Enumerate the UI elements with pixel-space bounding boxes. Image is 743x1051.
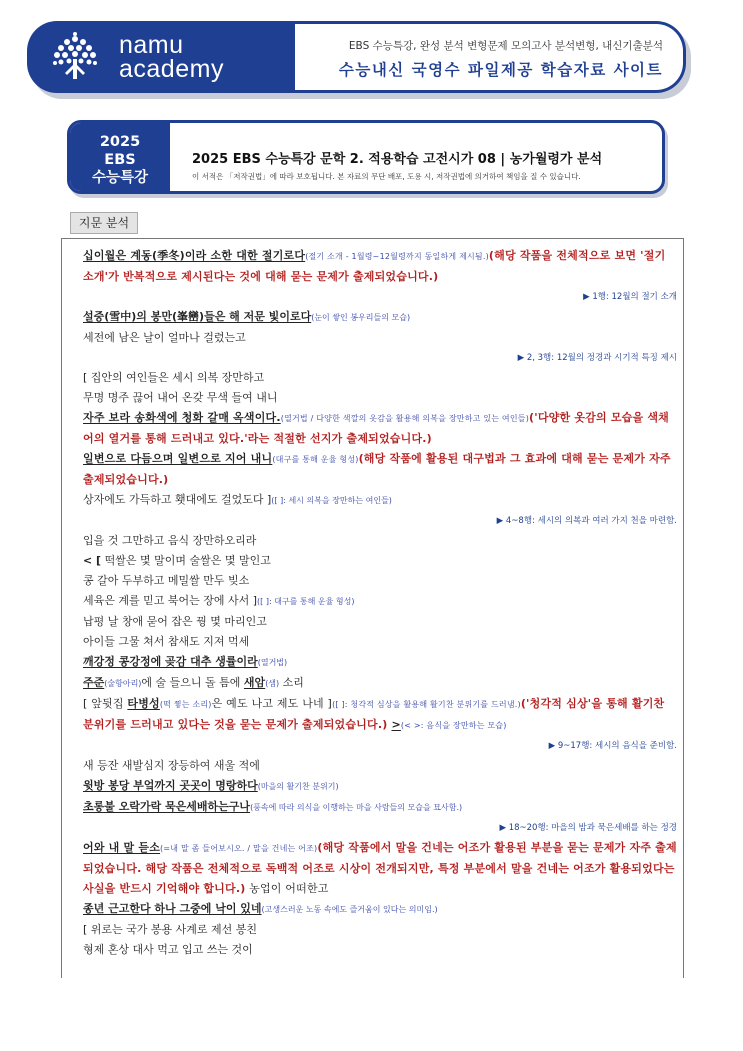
- document-title: 2025 EBS 수능특강 문학 2. 적용학습 고전시가 08 | 농가월령가 분석: [192, 152, 603, 167]
- verse-text: 소리: [279, 676, 304, 689]
- text-line: [71, 694, 677, 736]
- site-header: [27, 21, 686, 93]
- annotation: (떡 찧는 소리): [159, 700, 212, 709]
- text-line: 새 등잔 새발심지 장등하여 새울 적에: [83, 759, 260, 772]
- text-line: [71, 652, 677, 673]
- verse-text: 깨강정 콩강정에 곶감 대추 생률이라: [83, 655, 258, 668]
- logo-text: [119, 33, 224, 81]
- verse-text: 떡쌀은 몇 말이며 술쌀은 몇 말인고: [101, 554, 271, 567]
- exam-note: (해당 작품을 전체적으로 보면 '절기 소개'가 반복적으로 제시된다는 것에 대해 묻는 문제가 출제되었습니다.): [83, 249, 666, 283]
- annotation: (고생스러운 노동 속에도 즐거움이 있다는 의미임.): [261, 905, 438, 914]
- text-line: [71, 797, 677, 818]
- annotation: (술항아리): [104, 679, 142, 688]
- bracket-mark: < [: [83, 554, 102, 567]
- analysis-content: [71, 246, 677, 960]
- text-line: [ 집안의 여인들은 세시 의복 장만하고: [83, 371, 265, 384]
- verse-text: 상자에도 가득하고 횃대에도 걸었도다 ]: [83, 493, 272, 506]
- verse-text: 설중(雪中)의 봉만(峯巒)들은 해 저문 빛이로다: [83, 310, 312, 323]
- text-line: [71, 490, 677, 511]
- annotation: (풍속에 따라 의식을 이행하는 마을 사람들의 모습을 묘사함.): [250, 803, 463, 812]
- annotation: ([ ]: 세시 의복을 장만하는 여인들): [271, 496, 392, 505]
- logo-line-2: academy: [119, 55, 224, 83]
- annotation: ([ ]: 청각적 심상을 활용해 활기찬 분위기를 드러냄.): [332, 700, 521, 709]
- header-text-panel: [295, 21, 686, 93]
- verse-text: 타병성: [127, 697, 160, 710]
- verse-text: 은 예도 나고 제도 나네 ]: [211, 697, 333, 710]
- header-subtitle: EBS 수능특강, 완성 분석 변형문제 모의고사 분석변형, 내신기출분석: [348, 40, 663, 52]
- annotation: (< >: 음식을 장만하는 모습): [400, 721, 507, 730]
- verse-text: 주준: [83, 676, 105, 689]
- text-line: [71, 246, 677, 287]
- verse-text: 농업이 어떠한고: [245, 882, 329, 895]
- badge-course: 수능특강: [91, 170, 149, 186]
- text-line: [71, 899, 677, 920]
- bracket-mark: >: [391, 718, 401, 731]
- verse-text: 윗방 봉당 부엌까지 곳곳이 명랑하다: [83, 779, 258, 792]
- text-line: [71, 307, 677, 328]
- text-line: 형제 혼상 대사 먹고 입고 쓰는 것이: [83, 943, 253, 956]
- line-summary: ▶ 1행: 12월의 절기 소개: [583, 292, 677, 302]
- verse-text: 십이월은 계동(季冬)이라 소한 대한 절기로다: [83, 249, 306, 262]
- exam-note: ('다양한 옷감의 모습을 색채어의 열거를 통해 드러내고 있다.'라는 적절한 선지가 출제되었습니다.): [83, 411, 670, 445]
- copyright-notice: 이 서적은 「저작권법」에 따라 보호됩니다. 본 자료의 무단 배포, 도용 시, 저작권법에 의거하여 책임을 질 수 있습니다.: [192, 172, 581, 181]
- line-summary: ▶ 4~8행: 세시의 의복과 여러 가지 천을 마련함.: [496, 516, 677, 526]
- verse-text: 초롱불 오락가락 묵은세배하는구나: [83, 800, 251, 813]
- verse-text: 세육은 계를 믿고 북어는 장에 사서 ]: [83, 594, 258, 607]
- text-line: [71, 838, 677, 899]
- text-line: 세전에 남은 날이 얼마나 걸렸는고: [83, 331, 246, 344]
- verse-text: 일변으로 다듬으며 일변으로 지어 내니: [83, 452, 273, 465]
- text-line: [71, 449, 677, 490]
- text-line: [71, 591, 677, 612]
- tree-logo-icon: [47, 29, 103, 85]
- verse-text: 종년 근고한다 하나 그중에 낙이 있네: [83, 902, 262, 915]
- text-line: [71, 551, 677, 571]
- annotation: (대구를 통해 운율 형성): [272, 455, 359, 464]
- exam-note: (해당 작품에 활용된 대구법과 그 효과에 대해 묻는 문제가 자주 출제되었습니다.): [83, 452, 671, 486]
- text-line: [71, 776, 677, 797]
- verse-text: 에 술 들으니 돌 틈에: [141, 676, 244, 689]
- annotation: (눈이 쌓인 봉우리들의 모습): [311, 313, 411, 322]
- annotation: (열거법 / 다양한 색깔의 옷감을 활용해 의복을 장만하고 있는 여인들): [280, 414, 530, 423]
- course-badge: [70, 123, 170, 191]
- exam-note: ('청각적 심상'을 통해 활기찬 분위기를 드러내고 있다는 것을 묻는 문제가 출제되었습니다.): [83, 697, 665, 731]
- verse-text: [ 앞뒷집: [83, 697, 128, 710]
- text-line: 아이들 그물 쳐서 참새도 지져 먹세: [83, 635, 250, 648]
- title-box: [67, 120, 665, 194]
- annotation: (절기 소개 - 1월령~12월령까지 동일하게 제시됨.): [305, 252, 489, 261]
- logo-line-1: namu: [119, 31, 184, 59]
- text-line: [ 위로는 국가 봉용 사계로 제선 봉친: [83, 923, 258, 936]
- verse-text: 자주 보라 송화색에 청화 갈매 옥색이다.: [83, 411, 281, 424]
- annotation: (마을의 활기찬 분위기): [257, 782, 339, 791]
- line-summary: ▶ 9~17행: 세시의 음식을 준비함.: [548, 741, 677, 751]
- badge-year: 2025: [99, 134, 141, 150]
- line-summary: ▶ 2, 3행: 12월의 정경과 시기적 특징 제시: [517, 353, 677, 363]
- text-line: 콩 갈아 두부하고 메밀쌀 만두 빚소: [83, 574, 250, 587]
- verse-text: 어와 내 말 듣소: [83, 841, 161, 854]
- annotation: (=내 말 좀 들어보시오. / 말을 건네는 어조): [160, 844, 318, 853]
- text-line: 무명 명주 끊어 내어 온갖 무색 들여 내니: [83, 391, 278, 404]
- section-label: 지문 분석: [70, 212, 138, 234]
- logo-panel: [27, 21, 295, 93]
- line-summary: ▶ 18~20행: 마을의 밤과 묵은세배를 하는 정경: [499, 823, 677, 833]
- badge-ebs: EBS: [104, 152, 136, 168]
- header-title: 수능내신 국영수 파일제공 학습자료 사이트: [338, 61, 663, 79]
- annotation: ([ ]: 대구를 통해 운율 형성): [257, 597, 355, 606]
- text-line: 납평 날 창애 묻어 잡은 꿩 몇 마리인고: [83, 615, 267, 628]
- annotation: (샘): [265, 679, 280, 688]
- text-line: 입을 것 그만하고 음식 장만하오리라: [83, 534, 257, 547]
- text-line: [71, 408, 677, 449]
- verse-text: 새암: [243, 676, 266, 689]
- text-line: [71, 673, 677, 694]
- exam-note: (해당 작품에서 말을 건네는 어조가 활용된 부분을 묻는 문제가 자주 출제되었습니다. 해당 작품은 전체적으로 독백적 어조로 시상이 전개되지만, 특정 부분에서 말을 건네는 어조가 활용되었다는 사실을 반드시 기억해야 합니다.): [83, 841, 677, 895]
- annotation: (열거법): [257, 658, 288, 667]
